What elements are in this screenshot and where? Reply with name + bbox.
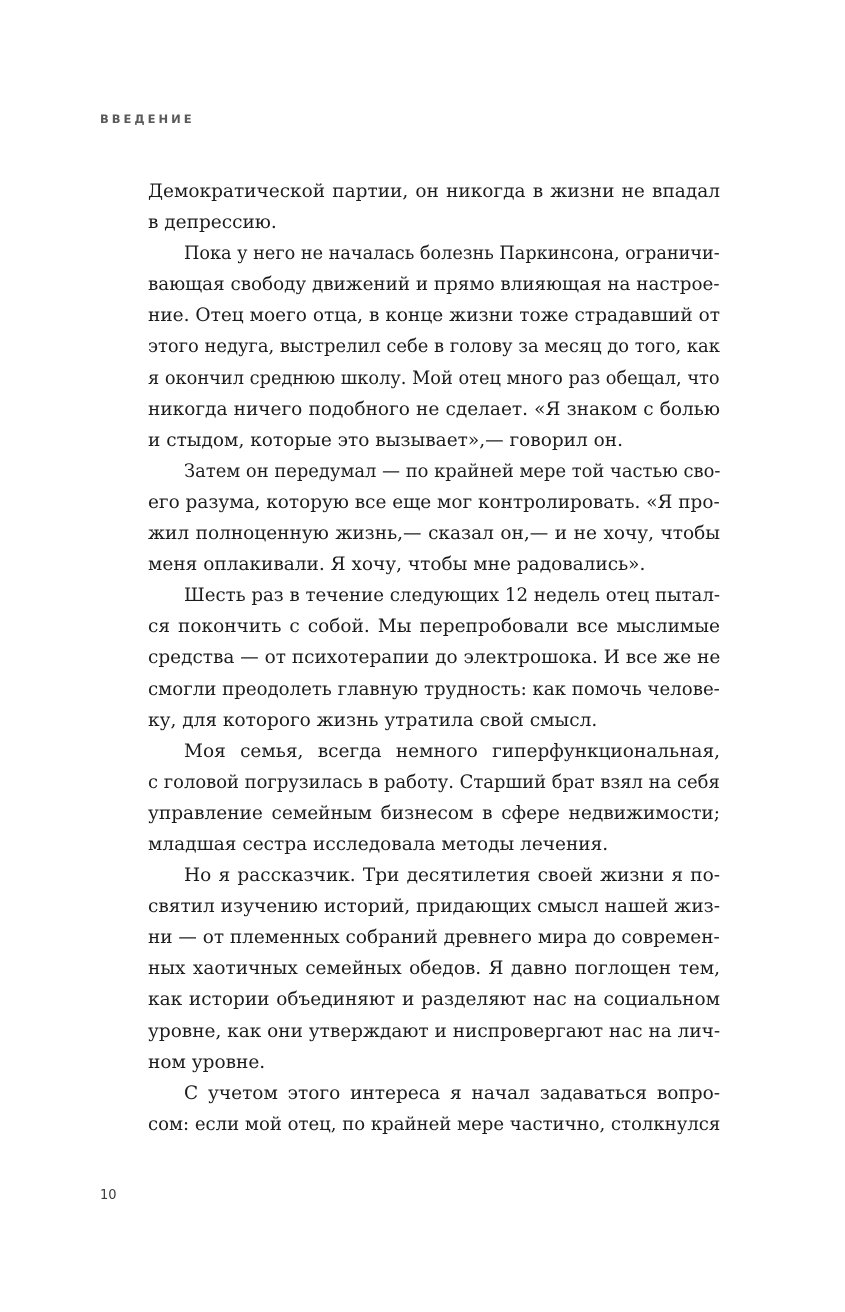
text-line: Демократической партии, он никогда в жизни не впадал: [148, 181, 720, 202]
text-line: ку, для которого жизнь утратила свой смысл.: [148, 709, 598, 731]
text-line: сом: если мой отец, по крайней мере частично, столкнулся: [148, 1113, 721, 1135]
text-line: меня оплакивали. Я хочу, чтобы мне радовались».: [148, 554, 646, 576]
paragraph: [148, 580, 720, 735]
text-line: уровне, как они утверждают и ниспровергают нас на лич-: [148, 1020, 721, 1042]
text-line: ных хаотичных семейных обедов. Я давно поглощен тем,: [148, 958, 720, 980]
text-line: вающая свободу движений и прямо влияющая на настрое-: [148, 274, 720, 296]
paragraph: [148, 860, 720, 1078]
text-line: младшая сестра исследовала методы лечения.: [148, 833, 609, 855]
running-head-section-title: ВВЕДЕНИЕ: [100, 112, 195, 126]
text-line: ся покончить с собой. Мы перепробовали все мыслимые: [148, 616, 720, 638]
text-line: и стыдом, которые это вызывает»,— говорил он.: [148, 429, 623, 451]
text-line: Моя семья, всегда немного гиперфункциональная,: [184, 740, 720, 762]
text-line: святил изучению историй, придающих смысл нашей жиз-: [148, 896, 720, 918]
paragraph: [148, 736, 720, 860]
text-line: ни — от племенных собраний древнего мира до современ-: [148, 927, 720, 949]
paragraph: [148, 176, 720, 238]
text-line: как истории объединяют и разделяют нас на социальном: [148, 989, 720, 1011]
text-line: С учетом этого интереса я начал задаваться вопро-: [184, 1082, 720, 1104]
text-line: Затем он передумал — по крайней мере той частью сво-: [184, 460, 721, 482]
paragraph: [148, 456, 720, 580]
text-line: Но я рассказчик. Три десятилетия своей жизни я по-: [184, 865, 720, 887]
text-line: никогда ничего подобного не сделает. «Я знаком с болью: [148, 398, 720, 420]
text-line: в депрессию.: [148, 212, 277, 234]
paragraph: [148, 238, 720, 456]
text-line: его разума, которую все еще мог контролировать. «Я про-: [148, 491, 720, 513]
text-line: управление семейным бизнесом в сфере недвижимости;: [148, 802, 720, 824]
text-line: этого недуга, выстрелил себе в голову за месяц до того, как: [148, 336, 720, 358]
text-line: я окончил среднюю школу. Мой отец много раз обещал, что: [148, 367, 720, 389]
text-line: Пока у него не началась болезнь Паркинсона, ограничи-: [184, 243, 720, 265]
text-line: средства — от психотерапии до электрошока. И все же не: [148, 647, 721, 669]
text-line: ние. Отец моего отца, в конце жизни тоже страдавший от: [148, 305, 720, 327]
text-line: Шесть раз в течение следующих 12 недель отец пытал-: [184, 585, 721, 607]
paragraph: [148, 1078, 720, 1140]
text-line: жил полноценную жизнь,— сказал он,— и не хочу, чтобы: [148, 523, 720, 545]
body-text: [148, 176, 720, 1140]
text-line: с головой погрузилась в работу. Старший брат взял на себя: [148, 771, 720, 793]
page-number: 10: [100, 1188, 117, 1203]
text-line: ном уровне.: [148, 1051, 266, 1073]
text-line: смогли преодолеть главную трудность: как помочь челове-: [148, 678, 720, 700]
